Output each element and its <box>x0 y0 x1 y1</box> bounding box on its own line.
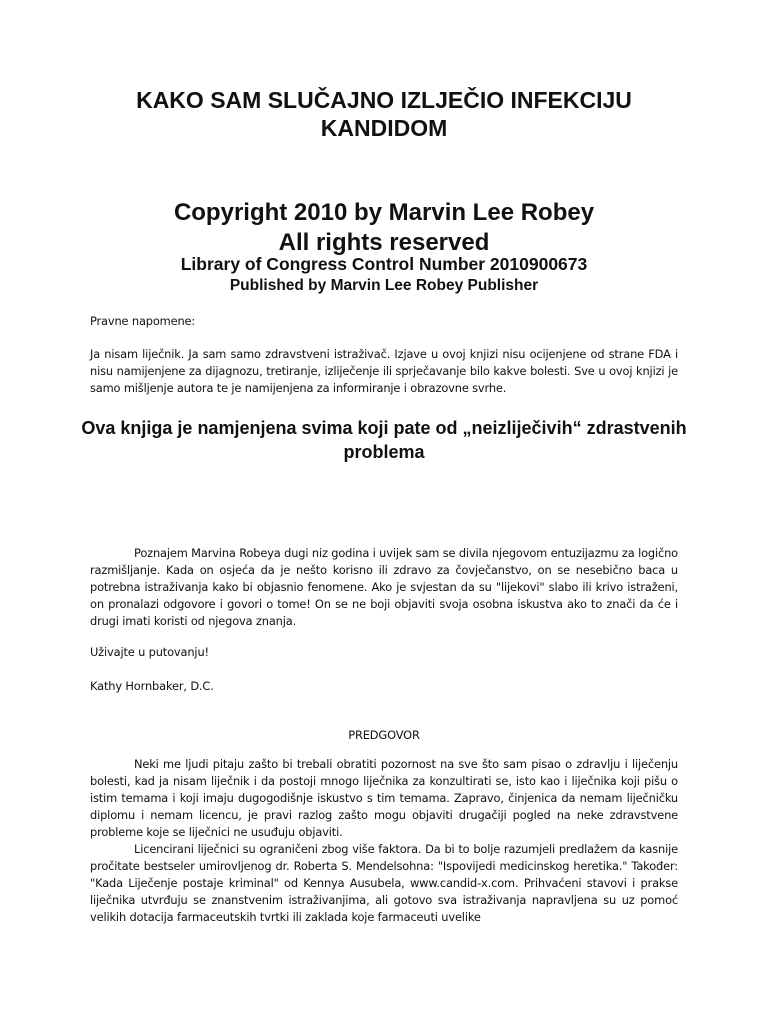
book-title: KAKO SAM SLUČAJNO IZLJEČIO INFEKCIJU KANDIDOM <box>136 87 632 141</box>
copyright-block <box>60 198 708 258</box>
foreword-heading: PREDGOVOR <box>348 728 420 742</box>
testimonial-paragraph: Poznajem Marvina Robeya dugi niz godina i uvijek sam se divila njegovom entuzijazmu za logično razmišljanje. Kada on osjeća da je nešto korisno ili zdravo za čovječanstvo, on se nesebično baca u potrebna istraživanja kako bi objasnio fenomene. Ako je svjestan da su "lijekovi" slabo ili krivo istraženi, on pronalazi odgovore i govori o tome! On se ne boji objaviti svoja osobna iskustva ako to znači da će i drugi imati koristi od njegova znanja. <box>90 546 678 628</box>
foreword-paragraph-1: Neki me ljudi pitaju zašto bi trebali obratiti pozornost na sve što sam pisao o zdravlju i liječenju bolesti, kad ja nisam liječnik i da postoji mnogo liječnika za konzultirati se, isto kao i liječnika koji pišu o istim temama i koji imaju dugogodišnje iskustvo s tim temama. Zapravo, činjenica da nemam liječničku diplomu i nemam licencu, je pravi razlog zašto mogu objaviti drugačiji pogled na neke zdravstvene probleme koje se liječnici ne usuđuju objaviti. <box>90 757 678 839</box>
copyright-line: Copyright 2010 by Marvin Lee Robey <box>173 199 595 226</box>
rights-line: All rights reserved <box>278 229 490 256</box>
foreword-paragraph-2: Licencirani liječnici su ograničeni zbog više faktora. Da bi to bolje razumjeli predlažem da kasnije pročitate bestseler umirovljenog dr. Roberta S. Mendelsohna: "Ispovijedi medicinskog heretika." Također: "Kada Liječenje postaje kriminal" od Kennya Ausubela, www.candid-x.com. Prihvaćeni stavovi i prakse liječnika utvrđuju se znanstvenim istraživanjima, ali gotovo sva istraživanja napravljena su uz pomoć velikih dotacija farmaceutskih tvrtki ili zaklada koje farmaceuti uvelike <box>90 842 678 924</box>
legal-heading: Pravne napomene: <box>90 314 196 328</box>
signature: Kathy Hornbaker, D.C. <box>90 679 214 693</box>
legal-notice: Ja nisam liječnik. Ja sam samo zdravstveni istraživač. Izjave u ovoj knjizi nisu ocijenjene od strane FDA i nisu namijenjene za dijagnozu, tretiranje, izliječenje ili sprječavanje bilo kakve bolesti. Sve u ovoj knjizi je samo mišljenje autora te je namijenjena za informiranje i obrazovne svrhe. <box>90 347 678 395</box>
publisher-line: Published by Marvin Lee Robey Publisher <box>229 277 539 294</box>
foreword-text <box>90 756 678 926</box>
enjoy-line: Uživajte u putovanju! <box>90 645 209 659</box>
dedication: Ova knjiga je namjenjena svima koji pate od „neizliječivih“ zdrastvenih problema <box>81 418 687 462</box>
library-of-congress-line: Library of Congress Control Number 2010900673 <box>180 254 588 274</box>
